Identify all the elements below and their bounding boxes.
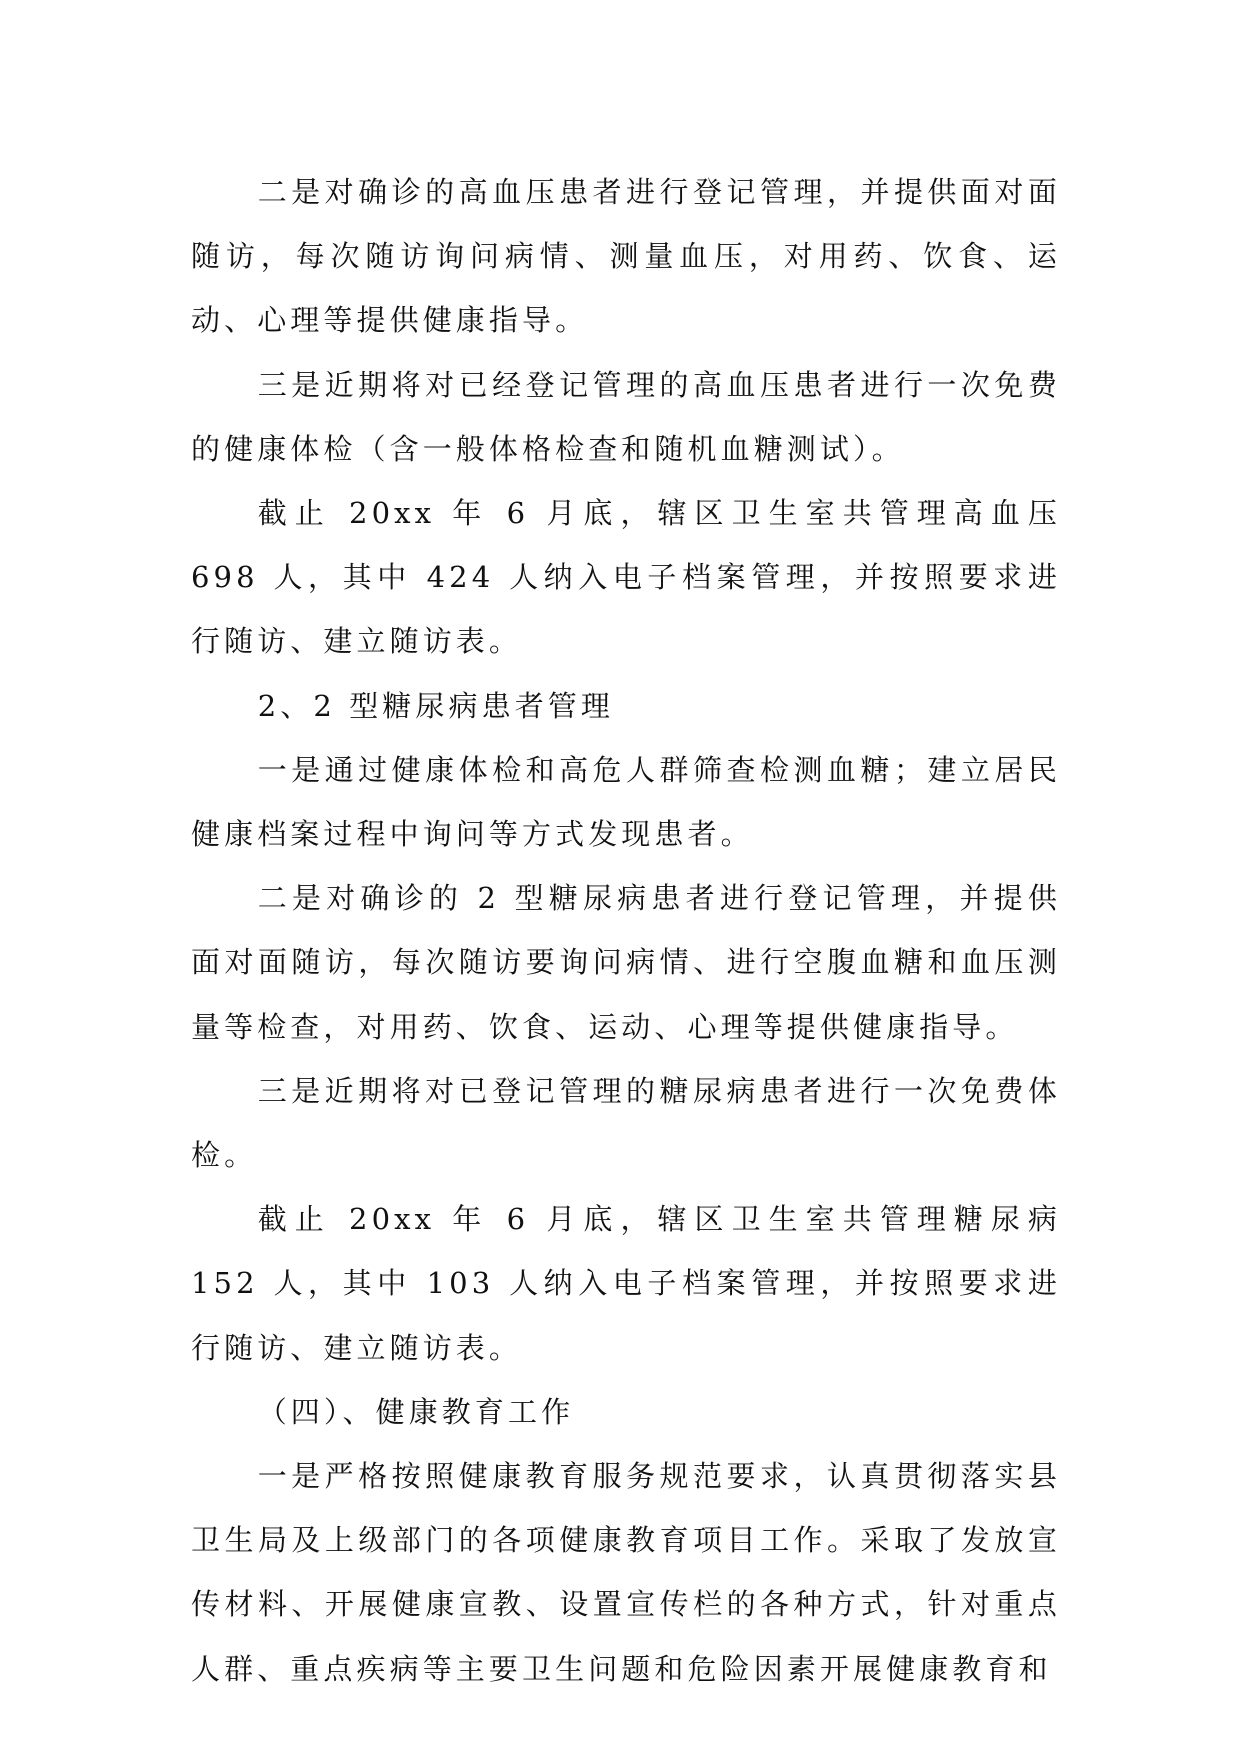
paragraph-diabetes-checkup: 三是近期将对已登记管理的糖尿病患者进行一次免费体检。 — [191, 1073, 1061, 1173]
paragraph-hypertension-registration: 二是对确诊的高血压患者进行登记管理，并提供面对面随访，每次随访询问病情、测量血压，对用药、饮食、运动、心理等提供健康指导。 — [191, 175, 1061, 338]
paragraph-diabetes-statistics: 截止 20xx 年 6 月底，辖区卫生室共管理糖尿病 152 人，其中 103 人纳入电子档案管理，并按照要求进行随访、建立随访表。 — [191, 1202, 1061, 1365]
paragraph-diabetes-registration: 二是对确诊的 2 型糖尿病患者进行登记管理，并提供面对面随访，每次随访要询问病情、进行空腹血糖和血压测量等检查，对用药、饮食、运动、心理等提供健康指导。 — [191, 881, 1061, 1044]
section-heading-health-education: （四）、健康教育工作 — [257, 1394, 575, 1429]
section-heading-diabetes: 2、2 型糖尿病患者管理 — [257, 688, 615, 723]
paragraph-health-education: 一是严格按照健康教育服务规范要求，认真贯彻落实县卫生局及上级部门的各项健康教育项目工作。采取了发放宣传材料、开展健康宣教、设置宣传栏的各种方式，针对重点人群、重点疾病等主要卫生问题和危险因素开展健康教育和 — [191, 1459, 1061, 1686]
paragraph-hypertension-checkup: 三是近期将对已经登记管理的高血压患者进行一次免费的健康体检（含一般体格检查和随机血糖测试）。 — [191, 367, 1061, 466]
document-body — [191, 160, 1061, 1701]
paragraph-hypertension-statistics: 截止 20xx 年 6 月底，辖区卫生室共管理高血压 698 人，其中 424 人纳入电子档案管理，并按照要求进行随访、建立随访表。 — [191, 496, 1061, 659]
paragraph-diabetes-screening: 一是通过健康体检和高危人群筛查检测血糖；建立居民健康档案过程中询问等方式发现患者。 — [191, 752, 1061, 852]
